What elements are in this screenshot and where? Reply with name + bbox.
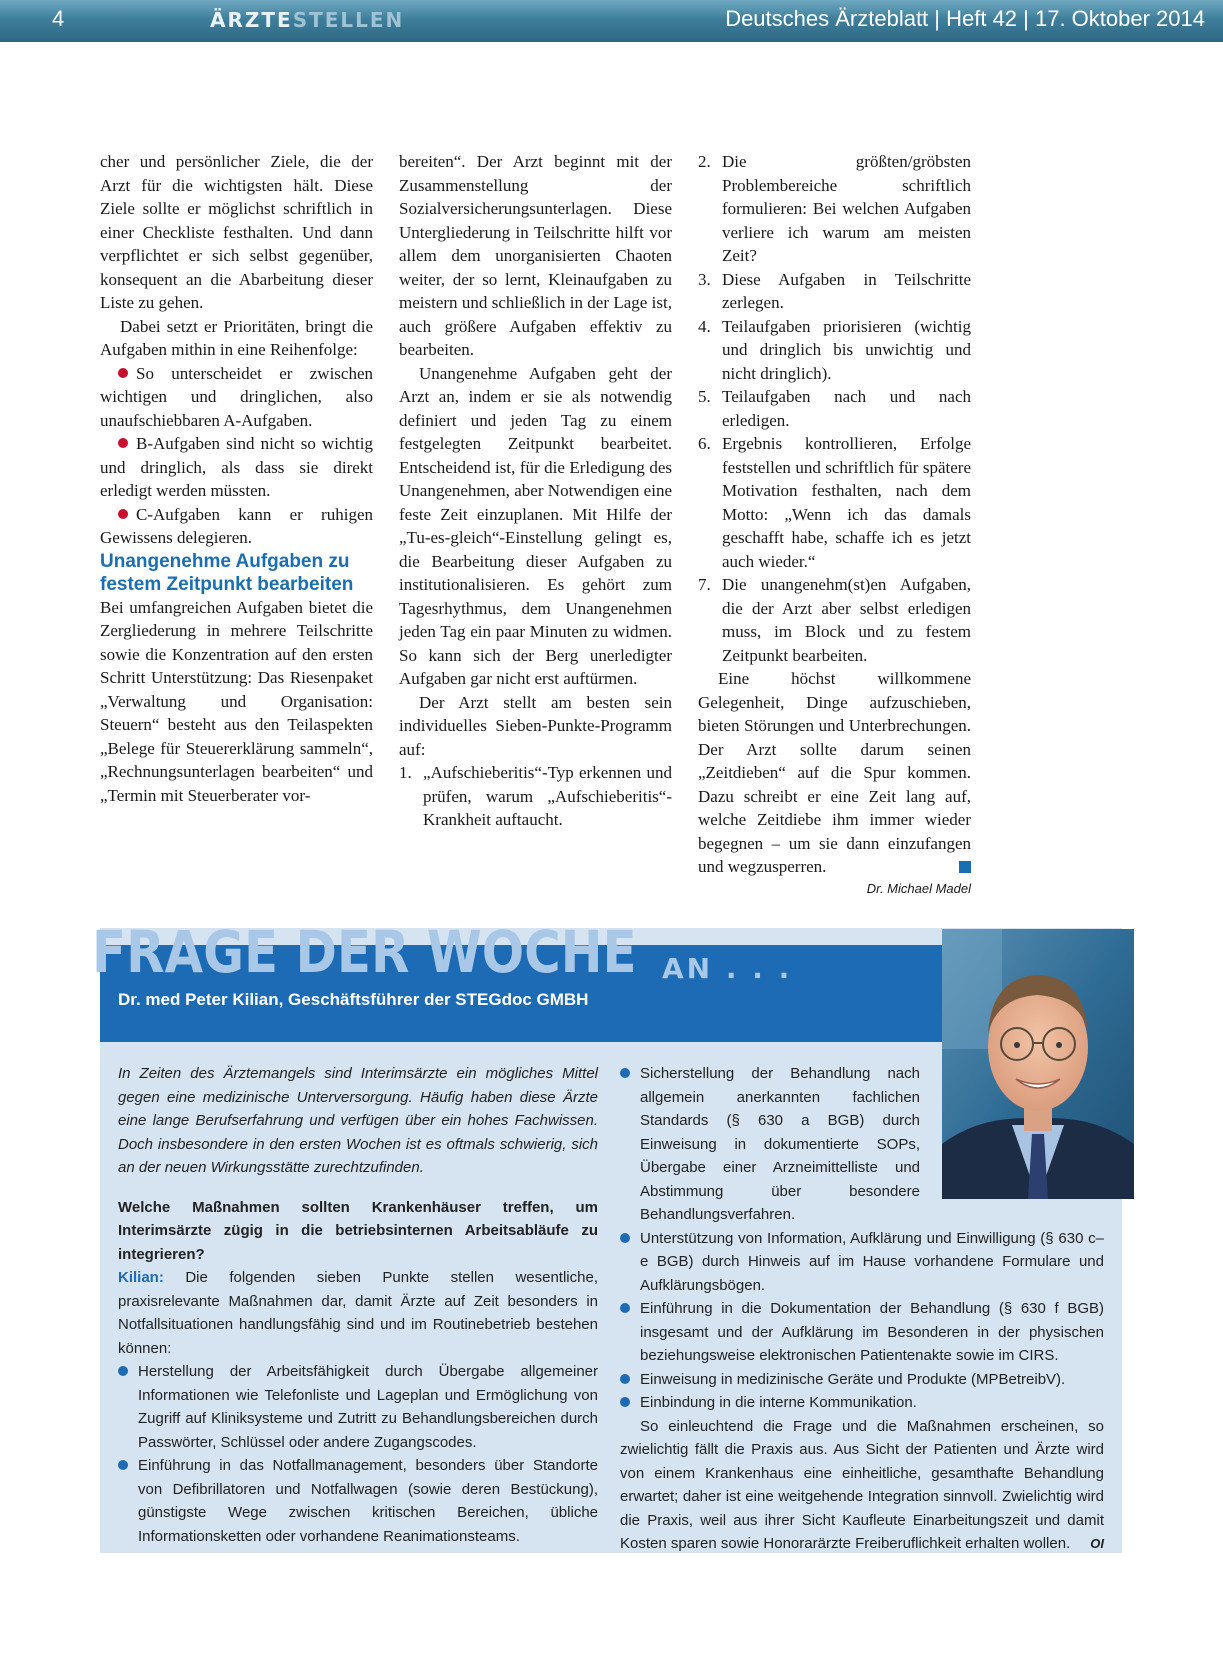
article-column-1: [100, 150, 373, 807]
item-number: 2.: [698, 152, 711, 171]
item-number: 4.: [698, 316, 711, 336]
frage-answer: [118, 1266, 598, 1360]
bullet-item: [100, 362, 373, 433]
item-number: 6.: [698, 434, 711, 453]
item-text: Diese Aufgaben in Teilschritte zerlegen.: [722, 269, 971, 312]
answer-label: Kilian:: [118, 1269, 164, 1286]
paragraph: Unangenehme Aufgaben geht der Arzt an, indem er sie als notwendig definiert und jeden Tag zu einem festgelegten Zeitpunkt bearbeitet. Entscheidend ist, für die Erledigung des Unangenehmen, aber Notwendigen eine feste Zeit einzuplanen. Mit Hilfe der „Tu-es-gleich“-Einstellung gelingt es, die Bearbeitung dieser Aufgaben zu institutionalisieren. Es gehört zum Tagesrhythmus, dem Unangenehmen jeden Tag ein paar Minuten zu widmen. So kann sich der Berg unerledigter Aufgaben gar nicht erst auftürmen.: [399, 363, 672, 688]
numbered-item: [698, 573, 971, 667]
numbered-item: [698, 268, 971, 315]
brand-part2: STELLEN: [292, 8, 405, 32]
page-header: [0, 0, 1223, 42]
item-number: 3.: [698, 269, 711, 289]
frage-right-column: [620, 1062, 1104, 1556]
frage-subtitle: Dr. med Peter Kilian, Geschäftsführer der STEGdoc GMBH: [118, 990, 589, 1009]
item-text: Die größten/gröbsten Problembereiche schriftlich formulieren: Bei welchen Aufgaben verliere ich warum am meisten Zeit?: [722, 152, 971, 265]
bullet-item: [620, 1391, 1104, 1415]
item-text: Teilaufgaben nach und nach erledigen.: [722, 387, 971, 430]
numbered-item: [698, 385, 971, 432]
paragraph: Dabei setzt er Prioritäten, bringt die Aufgaben mithin in eine Reihenfolge:: [100, 316, 373, 359]
numbered-item: [399, 761, 672, 832]
item-number: 7.: [698, 575, 711, 594]
brand-part1: ÄRZTE: [210, 8, 293, 32]
paragraph: bereiten“. Der Arzt beginnt mit der Zusammenstellung der Sozialversicherungsunterlagen. Diese Untergliederung in Teilschritte hilft vor allem dem unorganisierten Chaoten weiter, der so lernt, Kleinaufgaben zu meistern und schließlich in der Lage ist, auch größere Aufgaben effektiv zu bearbeiten.: [399, 152, 672, 359]
blue-bullet-icon: [620, 1062, 640, 1227]
bullet-text: Sicherstellung der Behandlung nach allgemein anerkannten fachlichen Standards (§ 630 a BGB) durch Einweisung in dokumentierte SOPs, Übergabe einer Arzneimittelliste und Abstimmung über besondere Behandlungsverfahren.: [640, 1065, 920, 1223]
bullet-text: B-Aufgaben sind nicht so wichtig und dringlich, als dass sie direkt erledigt werden müssten.: [100, 434, 373, 500]
article-column-2: [399, 150, 672, 832]
article-column-3: [698, 150, 971, 899]
section-subheading: Unangenehme Aufgaben zu festem Zeitpunkt bearbeiten: [100, 550, 354, 595]
bullet-text: Einweisung in medizinische Geräte und Produkte (MPBetreibV).: [640, 1370, 1066, 1388]
blue-bullet-icon: [620, 1227, 640, 1298]
blue-bullet-icon: [620, 1368, 640, 1392]
section-brand: [210, 8, 404, 32]
paragraph: Der Arzt stellt am besten sein individuelles Sieben-Punkte-Programm auf:: [399, 692, 672, 759]
item-text: „Aufschieberitis“-Typ erkennen und prüfen, warum „Aufschieberitis“-Krankheit auftaucht.: [423, 763, 672, 829]
blue-bullet-icon: [118, 1360, 138, 1454]
bullet-item: [620, 1062, 920, 1227]
author-initials: OI: [1090, 1536, 1104, 1551]
bullet-item: [620, 1297, 1104, 1368]
blue-bullet-icon: [620, 1297, 640, 1368]
numbered-item: [698, 315, 971, 386]
author-byline: Dr. Michael Madel: [866, 880, 971, 896]
frage-closing: [620, 1415, 1104, 1556]
item-number: 1.: [399, 763, 412, 782]
item-text: Teilaufgaben priorisieren (wichtig und dringlich bis unwichtig und nicht dringlich).: [722, 316, 971, 383]
closing-text: So einleuchtend die Frage und die Maßnahmen erscheinen, so zwielichtig fällt die Praxis aus. Aus Sicht der Patienten und Ärzte wird von einem Krankenhaus eine einheitliche, gesamthafte Behandlung erwartet; daher ist eine weitgehende Integration sinnvoll. Zwielichtig wird die Praxis, weil aus ihrer Sicht Kaufleute Einarbeitungszeit und damit Kosten sparen sowie Honorarärzte Freiberuflichkeit erhalten wollen.: [620, 1417, 1104, 1552]
answer-text: Die folgenden sieben Punkte stellen wesentliche, praxisrelevante Maßnahmen dar, damit Ärzte auf Zeit besonders in Notfallsituationen handlungsfähig sind und im Routinebetrieb bestehen können:: [118, 1269, 598, 1357]
frage-title: FRAGE DER WOCHE: [92, 918, 637, 986]
red-bullet-icon: [118, 509, 128, 519]
paragraph: cher und persönlicher Ziele, die der Arzt für die wichtigsten hält. Diese Ziele sollte er möglichst schriftlich in einer Checkliste festhalten. Und dann verpflichtet er sich selbst gegenüber, konsequent an die Abarbeitung dieser Liste zu gehen.: [100, 152, 373, 312]
bullet-item: [100, 503, 373, 550]
bullet-item: [118, 1360, 598, 1454]
bullet-text: Einführung in das Notfallmanagement, besonders über Standorte von Defibrillatoren und Notfallwagen (sowie deren Bestückung), günstigste Wege zwischen kritischen Bereichen, übliche Informationsketten oder vorhandene Reanimationsteams.: [138, 1457, 598, 1545]
numbered-item: [698, 150, 971, 268]
item-number: 5.: [698, 387, 711, 406]
numbered-item: [698, 432, 971, 573]
bullet-item: [118, 1454, 598, 1548]
blue-bullet-icon: [118, 1454, 138, 1548]
frage-question: Welche Maßnahmen sollten Krankenhäuser treffen, um Interimsärzte zügig in die betriebsinternen Arbeitsabläufe zu integrieren?: [118, 1198, 598, 1263]
bullet-item: [620, 1227, 1104, 1298]
page-number: 4: [52, 6, 65, 31]
bullet-text: Einführung in die Dokumentation der Behandlung (§ 630 f BGB) insgesamt und der Aufklärung im Besonderen in der physischen beziehungsweise elektronischen Patientenakte sowie im CIRS.: [640, 1300, 1104, 1364]
issue-info: Deutsches Ärzteblatt | Heft 42 | 17. Oktober 2014: [725, 6, 1205, 31]
paragraph: Bei umfangreichen Aufgaben bietet die Zergliederung in mehrere Teilschritte sowie die Konzentration auf den ersten Schritt Unterstützung: Das Riesenpaket „Verwaltung und Organisation: Steuern“ besteht aus den Teilaspekten „Belege für Steuererklärung sammeln“, „Rechnungsunterlagen bearbeiten“ und „Termin mit Steuerberater vor-: [100, 597, 373, 805]
red-bullet-icon: [118, 438, 128, 448]
bullet-item: [100, 432, 373, 503]
end-square-icon: [959, 861, 971, 873]
closing-text: Eine höchst willkommene Gelegenheit, Dinge aufzuschieben, bieten Störungen und Unterbrechungen. Der Arzt sollte darum seinen „Zeitdieben“ auf die Spur kommen. Dazu schreibt er eine Zeit lang auf, welche Zeitdiebe ihm immer wieder begegnen – um sie dann einzufangen und wegzusperren.: [698, 669, 971, 876]
frage-intro: In Zeiten des Ärztemangels sind Interimsärzte ein mögliches Mittel gegen eine medizinische Unterversorgung. Häufig haben diese Ärzte eine lange Berufserfahrung und verfügen über ein hohes Fachwissen. Doch insbesondere in den ersten Wochen ist es oftmals schwierig, sich an der neuen Wirkungsstätte zurechtzufinden.: [118, 1065, 598, 1176]
red-bullet-icon: [118, 368, 128, 378]
bullet-text: Einbindung in die interne Kommunikation.: [640, 1394, 917, 1411]
bullet-text: Unterstützung von Information, Aufklärung und Einwilligung (§ 630 c–e BGB) durch Hinweis auf im Hause vorhandene Formulare und Aufklärungsbögen.: [640, 1229, 1104, 1294]
bullet-text: Herstellung der Arbeitsfähigkeit durch Übergabe allgemeiner Informationen wie Telefonliste und Lageplan und Ermöglichung von Zugriff auf Kliniksysteme und Zutritt zu Behandlungsbereichen durch Passwörter, Schlüssel oder andere Zugangscodes.: [138, 1363, 598, 1451]
bullet-text: So unterscheidet er zwischen wichtigen und dringlichen, also unaufschiebbaren A-Aufgaben.: [100, 363, 373, 430]
frage-title-suffix: AN . . .: [662, 952, 793, 985]
frage-left-column: [118, 1062, 598, 1548]
item-text: Die unangenehm(st)en Aufgaben, die der Arzt aber selbst erledigen muss, im Block und zu festem Zeitpunkt bearbeiten.: [722, 575, 971, 665]
bullet-item: [620, 1368, 1104, 1392]
paragraph: [698, 667, 971, 879]
blue-bullet-icon: [620, 1391, 640, 1415]
item-text: Ergebnis kontrollieren, Erfolge feststellen und schriftlich für spätere Motivation festhalten, nach dem Motto: „Wenn ich das damals geschafft habe, schaffe ich es jetzt auch wieder.“: [722, 434, 971, 571]
bullet-text: C-Aufgaben kann er ruhigen Gewissens delegieren.: [100, 504, 373, 547]
